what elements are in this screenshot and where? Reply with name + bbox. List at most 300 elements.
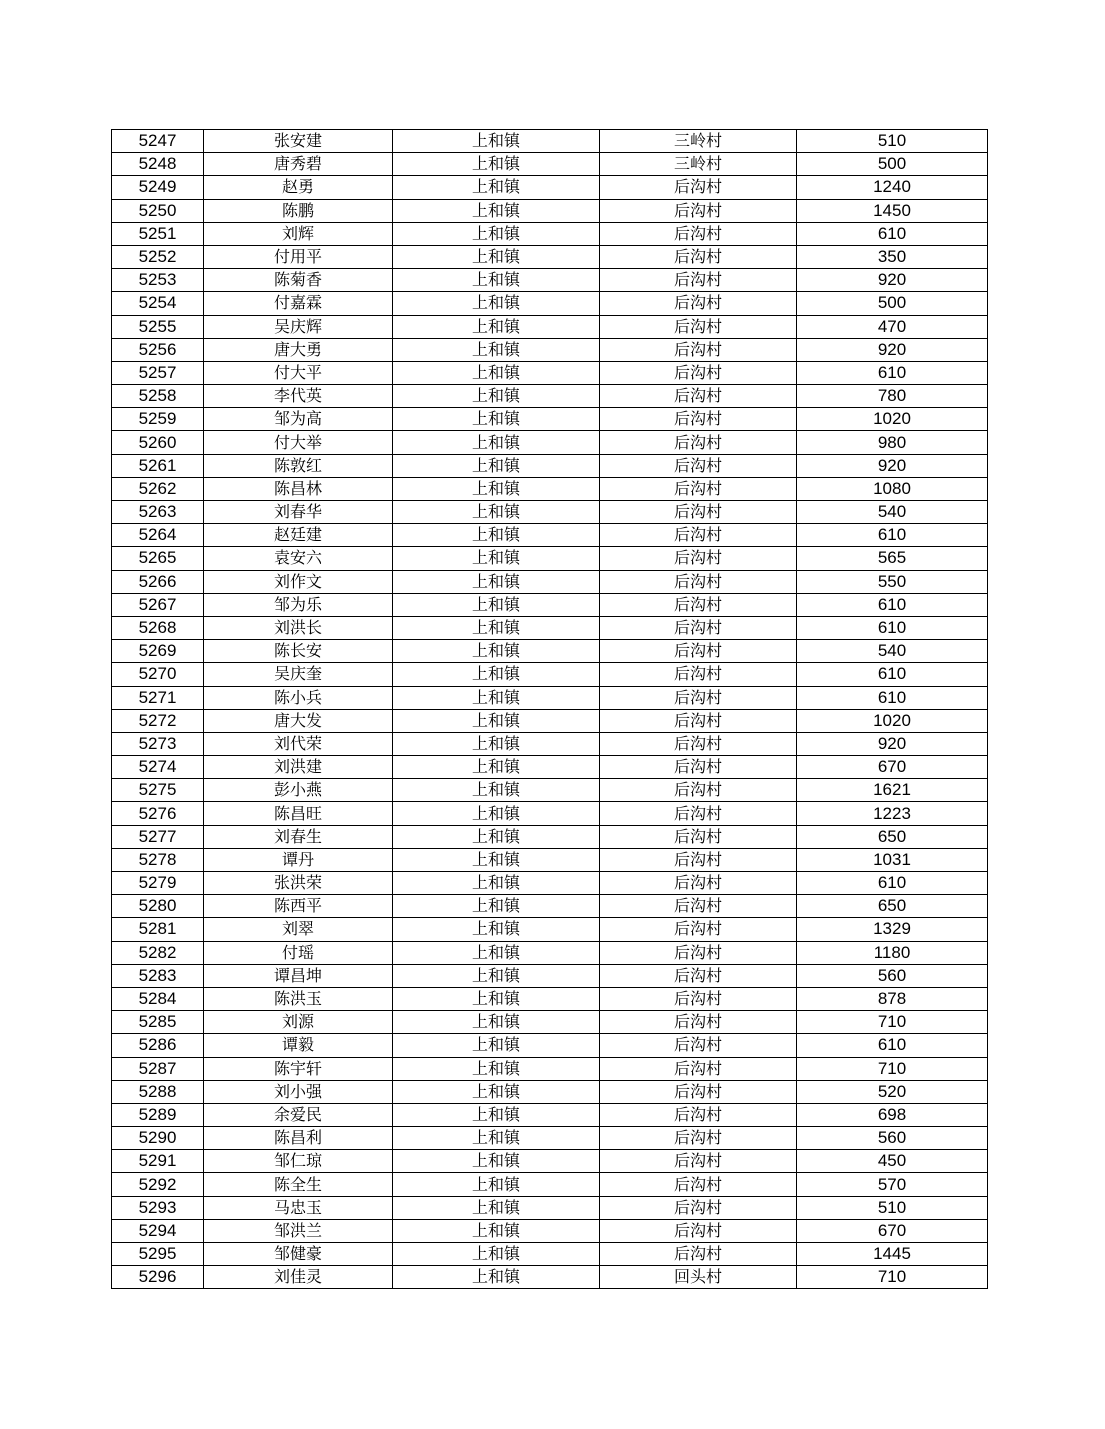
town-cell: 上和镇 (393, 616, 600, 639)
name-cell: 陈昌利 (204, 1127, 393, 1150)
name-cell: 刘作文 (204, 570, 393, 593)
table-row (112, 547, 988, 570)
id-cell: 5257 (112, 361, 204, 384)
table-row (112, 176, 988, 199)
name-cell: 赵廷建 (204, 524, 393, 547)
table-row (112, 825, 988, 848)
id-cell: 5256 (112, 338, 204, 361)
name-cell: 刘洪建 (204, 756, 393, 779)
amount-cell: 670 (797, 756, 988, 779)
town-cell: 上和镇 (393, 1080, 600, 1103)
amount-cell: 510 (797, 1196, 988, 1219)
village-cell: 后沟村 (600, 964, 797, 987)
village-cell: 后沟村 (600, 292, 797, 315)
town-cell: 上和镇 (393, 663, 600, 686)
amount-cell: 520 (797, 1080, 988, 1103)
village-cell: 后沟村 (600, 825, 797, 848)
id-cell: 5296 (112, 1266, 204, 1289)
table-row (112, 361, 988, 384)
town-cell: 上和镇 (393, 477, 600, 500)
table-row (112, 454, 988, 477)
town-cell: 上和镇 (393, 825, 600, 848)
town-cell: 上和镇 (393, 153, 600, 176)
village-cell: 后沟村 (600, 1034, 797, 1057)
village-cell: 后沟村 (600, 315, 797, 338)
id-cell: 5255 (112, 315, 204, 338)
name-cell: 刘辉 (204, 222, 393, 245)
village-cell: 后沟村 (600, 1127, 797, 1150)
name-cell: 邹为乐 (204, 593, 393, 616)
id-cell: 5276 (112, 802, 204, 825)
town-cell: 上和镇 (393, 176, 600, 199)
table-row (112, 385, 988, 408)
town-cell: 上和镇 (393, 269, 600, 292)
name-cell: 陈菊香 (204, 269, 393, 292)
village-cell: 后沟村 (600, 918, 797, 941)
amount-cell: 710 (797, 1266, 988, 1289)
table-row (112, 593, 988, 616)
id-cell: 5281 (112, 918, 204, 941)
table-row (112, 292, 988, 315)
name-cell: 赵勇 (204, 176, 393, 199)
table-row (112, 199, 988, 222)
amount-cell: 1223 (797, 802, 988, 825)
amount-cell: 610 (797, 616, 988, 639)
village-cell: 后沟村 (600, 245, 797, 268)
id-cell: 5279 (112, 872, 204, 895)
village-cell: 后沟村 (600, 686, 797, 709)
town-cell: 上和镇 (393, 941, 600, 964)
name-cell: 刘代荣 (204, 732, 393, 755)
name-cell: 陈昌林 (204, 477, 393, 500)
table-row (112, 1034, 988, 1057)
village-cell: 后沟村 (600, 1080, 797, 1103)
id-cell: 5248 (112, 153, 204, 176)
village-cell: 回头村 (600, 1266, 797, 1289)
id-cell: 5253 (112, 269, 204, 292)
amount-cell: 1240 (797, 176, 988, 199)
amount-cell: 350 (797, 245, 988, 268)
village-cell: 后沟村 (600, 338, 797, 361)
amount-cell: 980 (797, 431, 988, 454)
village-cell: 后沟村 (600, 222, 797, 245)
table-row (112, 153, 988, 176)
town-cell: 上和镇 (393, 686, 600, 709)
name-cell: 邹仁琼 (204, 1150, 393, 1173)
town-cell: 上和镇 (393, 361, 600, 384)
village-cell: 后沟村 (600, 431, 797, 454)
town-cell: 上和镇 (393, 872, 600, 895)
amount-cell: 710 (797, 1011, 988, 1034)
name-cell: 刘洪长 (204, 616, 393, 639)
table-row (112, 1173, 988, 1196)
name-cell: 刘小强 (204, 1080, 393, 1103)
id-cell: 5267 (112, 593, 204, 616)
amount-cell: 500 (797, 292, 988, 315)
amount-cell: 550 (797, 570, 988, 593)
id-cell: 5285 (112, 1011, 204, 1034)
name-cell: 邹为高 (204, 408, 393, 431)
table-row (112, 501, 988, 524)
town-cell: 上和镇 (393, 1034, 600, 1057)
name-cell: 吴庆奎 (204, 663, 393, 686)
town-cell: 上和镇 (393, 987, 600, 1010)
table-row (112, 732, 988, 755)
id-cell: 5280 (112, 895, 204, 918)
table-row (112, 640, 988, 663)
name-cell: 付用平 (204, 245, 393, 268)
table-row (112, 524, 988, 547)
name-cell: 余爱民 (204, 1103, 393, 1126)
village-cell: 后沟村 (600, 593, 797, 616)
town-cell: 上和镇 (393, 547, 600, 570)
name-cell: 付瑶 (204, 941, 393, 964)
table-row (112, 848, 988, 871)
id-cell: 5292 (112, 1173, 204, 1196)
village-cell: 后沟村 (600, 176, 797, 199)
data-table (111, 129, 988, 1289)
name-cell: 张安建 (204, 130, 393, 153)
amount-cell: 610 (797, 593, 988, 616)
name-cell: 陈洪玉 (204, 987, 393, 1010)
id-cell: 5251 (112, 222, 204, 245)
village-cell: 后沟村 (600, 941, 797, 964)
village-cell: 后沟村 (600, 547, 797, 570)
name-cell: 唐大勇 (204, 338, 393, 361)
name-cell: 刘春华 (204, 501, 393, 524)
amount-cell: 610 (797, 686, 988, 709)
town-cell: 上和镇 (393, 732, 600, 755)
id-cell: 5277 (112, 825, 204, 848)
id-cell: 5263 (112, 501, 204, 524)
id-cell: 5274 (112, 756, 204, 779)
village-cell: 后沟村 (600, 779, 797, 802)
id-cell: 5293 (112, 1196, 204, 1219)
name-cell: 吴庆辉 (204, 315, 393, 338)
table-row (112, 779, 988, 802)
amount-cell: 610 (797, 1034, 988, 1057)
town-cell: 上和镇 (393, 1196, 600, 1219)
town-cell: 上和镇 (393, 802, 600, 825)
table-row (112, 1103, 988, 1126)
id-cell: 5264 (112, 524, 204, 547)
id-cell: 5269 (112, 640, 204, 663)
id-cell: 5266 (112, 570, 204, 593)
id-cell: 5260 (112, 431, 204, 454)
village-cell: 后沟村 (600, 1243, 797, 1266)
name-cell: 陈敦红 (204, 454, 393, 477)
name-cell: 邹洪兰 (204, 1219, 393, 1242)
id-cell: 5286 (112, 1034, 204, 1057)
name-cell: 李代英 (204, 385, 393, 408)
village-cell: 后沟村 (600, 1011, 797, 1034)
table-row (112, 222, 988, 245)
village-cell: 后沟村 (600, 199, 797, 222)
name-cell: 陈鹏 (204, 199, 393, 222)
name-cell: 付大举 (204, 431, 393, 454)
name-cell: 陈小兵 (204, 686, 393, 709)
amount-cell: 1031 (797, 848, 988, 871)
table-row (112, 941, 988, 964)
village-cell: 后沟村 (600, 361, 797, 384)
amount-cell: 540 (797, 501, 988, 524)
village-cell: 后沟村 (600, 524, 797, 547)
amount-cell: 1180 (797, 941, 988, 964)
table-row (112, 477, 988, 500)
village-cell: 后沟村 (600, 477, 797, 500)
id-cell: 5284 (112, 987, 204, 1010)
name-cell: 谭昌坤 (204, 964, 393, 987)
id-cell: 5262 (112, 477, 204, 500)
amount-cell: 510 (797, 130, 988, 153)
table-row (112, 431, 988, 454)
village-cell: 后沟村 (600, 1103, 797, 1126)
town-cell: 上和镇 (393, 385, 600, 408)
town-cell: 上和镇 (393, 1150, 600, 1173)
table-row (112, 1127, 988, 1150)
village-cell: 后沟村 (600, 570, 797, 593)
town-cell: 上和镇 (393, 848, 600, 871)
amount-cell: 920 (797, 338, 988, 361)
amount-cell: 698 (797, 1103, 988, 1126)
name-cell: 付嘉霖 (204, 292, 393, 315)
table-row (112, 709, 988, 732)
table-row (112, 918, 988, 941)
name-cell: 马忠玉 (204, 1196, 393, 1219)
table-row (112, 895, 988, 918)
amount-cell: 1020 (797, 408, 988, 431)
table-row (112, 1219, 988, 1242)
village-cell: 后沟村 (600, 640, 797, 663)
village-cell: 后沟村 (600, 501, 797, 524)
amount-cell: 1020 (797, 709, 988, 732)
village-cell: 后沟村 (600, 987, 797, 1010)
table-row (112, 686, 988, 709)
id-cell: 5268 (112, 616, 204, 639)
village-cell: 三岭村 (600, 130, 797, 153)
village-cell: 后沟村 (600, 872, 797, 895)
id-cell: 5289 (112, 1103, 204, 1126)
id-cell: 5271 (112, 686, 204, 709)
village-cell: 后沟村 (600, 269, 797, 292)
id-cell: 5259 (112, 408, 204, 431)
amount-cell: 610 (797, 663, 988, 686)
town-cell: 上和镇 (393, 315, 600, 338)
id-cell: 5275 (112, 779, 204, 802)
town-cell: 上和镇 (393, 1057, 600, 1080)
town-cell: 上和镇 (393, 199, 600, 222)
table-row (112, 987, 988, 1010)
id-cell: 5288 (112, 1080, 204, 1103)
id-cell: 5273 (112, 732, 204, 755)
town-cell: 上和镇 (393, 431, 600, 454)
id-cell: 5252 (112, 245, 204, 268)
id-cell: 5254 (112, 292, 204, 315)
id-cell: 5250 (112, 199, 204, 222)
town-cell: 上和镇 (393, 1266, 600, 1289)
village-cell: 三岭村 (600, 153, 797, 176)
id-cell: 5282 (112, 941, 204, 964)
name-cell: 陈宇轩 (204, 1057, 393, 1080)
town-cell: 上和镇 (393, 292, 600, 315)
town-cell: 上和镇 (393, 756, 600, 779)
amount-cell: 565 (797, 547, 988, 570)
village-cell: 后沟村 (600, 848, 797, 871)
table-row (112, 756, 988, 779)
amount-cell: 1329 (797, 918, 988, 941)
town-cell: 上和镇 (393, 1219, 600, 1242)
town-cell: 上和镇 (393, 338, 600, 361)
village-cell: 后沟村 (600, 756, 797, 779)
table-row (112, 802, 988, 825)
id-cell: 5287 (112, 1057, 204, 1080)
table-row (112, 1243, 988, 1266)
table-row (112, 1266, 988, 1289)
name-cell: 唐秀碧 (204, 153, 393, 176)
town-cell: 上和镇 (393, 524, 600, 547)
table-row (112, 872, 988, 895)
name-cell: 陈西平 (204, 895, 393, 918)
town-cell: 上和镇 (393, 222, 600, 245)
town-cell: 上和镇 (393, 640, 600, 663)
amount-cell: 650 (797, 825, 988, 848)
town-cell: 上和镇 (393, 709, 600, 732)
name-cell: 唐大发 (204, 709, 393, 732)
table-row (112, 1057, 988, 1080)
id-cell: 5247 (112, 130, 204, 153)
id-cell: 5258 (112, 385, 204, 408)
village-cell: 后沟村 (600, 709, 797, 732)
table-row (112, 1011, 988, 1034)
id-cell: 5272 (112, 709, 204, 732)
town-cell: 上和镇 (393, 570, 600, 593)
amount-cell: 878 (797, 987, 988, 1010)
table-row (112, 964, 988, 987)
amount-cell: 670 (797, 1219, 988, 1242)
table-row (112, 663, 988, 686)
amount-cell: 560 (797, 1127, 988, 1150)
village-cell: 后沟村 (600, 802, 797, 825)
table-row (112, 570, 988, 593)
id-cell: 5270 (112, 663, 204, 686)
table-row (112, 338, 988, 361)
amount-cell: 920 (797, 732, 988, 755)
amount-cell: 650 (797, 895, 988, 918)
table-row (112, 269, 988, 292)
table-row (112, 245, 988, 268)
town-cell: 上和镇 (393, 1173, 600, 1196)
name-cell: 彭小燕 (204, 779, 393, 802)
table-row (112, 1150, 988, 1173)
village-cell: 后沟村 (600, 732, 797, 755)
amount-cell: 610 (797, 222, 988, 245)
town-cell: 上和镇 (393, 593, 600, 616)
town-cell: 上和镇 (393, 918, 600, 941)
id-cell: 5283 (112, 964, 204, 987)
table-row (112, 315, 988, 338)
amount-cell: 710 (797, 1057, 988, 1080)
id-cell: 5291 (112, 1150, 204, 1173)
town-cell: 上和镇 (393, 1127, 600, 1150)
town-cell: 上和镇 (393, 1011, 600, 1034)
id-cell: 5294 (112, 1219, 204, 1242)
id-cell: 5278 (112, 848, 204, 871)
name-cell: 谭毅 (204, 1034, 393, 1057)
town-cell: 上和镇 (393, 408, 600, 431)
village-cell: 后沟村 (600, 1057, 797, 1080)
amount-cell: 570 (797, 1173, 988, 1196)
village-cell: 后沟村 (600, 1196, 797, 1219)
amount-cell: 610 (797, 524, 988, 547)
amount-cell: 470 (797, 315, 988, 338)
table-row (112, 616, 988, 639)
village-cell: 后沟村 (600, 1173, 797, 1196)
amount-cell: 1450 (797, 199, 988, 222)
name-cell: 谭丹 (204, 848, 393, 871)
amount-cell: 1621 (797, 779, 988, 802)
town-cell: 上和镇 (393, 245, 600, 268)
amount-cell: 780 (797, 385, 988, 408)
village-cell: 后沟村 (600, 454, 797, 477)
village-cell: 后沟村 (600, 385, 797, 408)
village-cell: 后沟村 (600, 1219, 797, 1242)
village-cell: 后沟村 (600, 616, 797, 639)
id-cell: 5290 (112, 1127, 204, 1150)
town-cell: 上和镇 (393, 1103, 600, 1126)
id-cell: 5249 (112, 176, 204, 199)
amount-cell: 1445 (797, 1243, 988, 1266)
id-cell: 5265 (112, 547, 204, 570)
village-cell: 后沟村 (600, 663, 797, 686)
village-cell: 后沟村 (600, 1150, 797, 1173)
town-cell: 上和镇 (393, 501, 600, 524)
town-cell: 上和镇 (393, 964, 600, 987)
amount-cell: 560 (797, 964, 988, 987)
village-cell: 后沟村 (600, 895, 797, 918)
table-body (112, 130, 988, 1289)
village-cell: 后沟村 (600, 408, 797, 431)
name-cell: 陈长安 (204, 640, 393, 663)
amount-cell: 450 (797, 1150, 988, 1173)
amount-cell: 610 (797, 872, 988, 895)
name-cell: 刘春生 (204, 825, 393, 848)
amount-cell: 540 (797, 640, 988, 663)
amount-cell: 920 (797, 269, 988, 292)
amount-cell: 500 (797, 153, 988, 176)
table-row (112, 408, 988, 431)
town-cell: 上和镇 (393, 895, 600, 918)
id-cell: 5261 (112, 454, 204, 477)
town-cell: 上和镇 (393, 779, 600, 802)
amount-cell: 1080 (797, 477, 988, 500)
town-cell: 上和镇 (393, 130, 600, 153)
name-cell: 袁安六 (204, 547, 393, 570)
name-cell: 刘佳灵 (204, 1266, 393, 1289)
name-cell: 邹健豪 (204, 1243, 393, 1266)
town-cell: 上和镇 (393, 454, 600, 477)
name-cell: 张洪荣 (204, 872, 393, 895)
table-row (112, 130, 988, 153)
id-cell: 5295 (112, 1243, 204, 1266)
name-cell: 陈昌旺 (204, 802, 393, 825)
name-cell: 陈全生 (204, 1173, 393, 1196)
table-row (112, 1196, 988, 1219)
name-cell: 刘翠 (204, 918, 393, 941)
name-cell: 刘源 (204, 1011, 393, 1034)
table-row (112, 1080, 988, 1103)
amount-cell: 920 (797, 454, 988, 477)
amount-cell: 610 (797, 361, 988, 384)
